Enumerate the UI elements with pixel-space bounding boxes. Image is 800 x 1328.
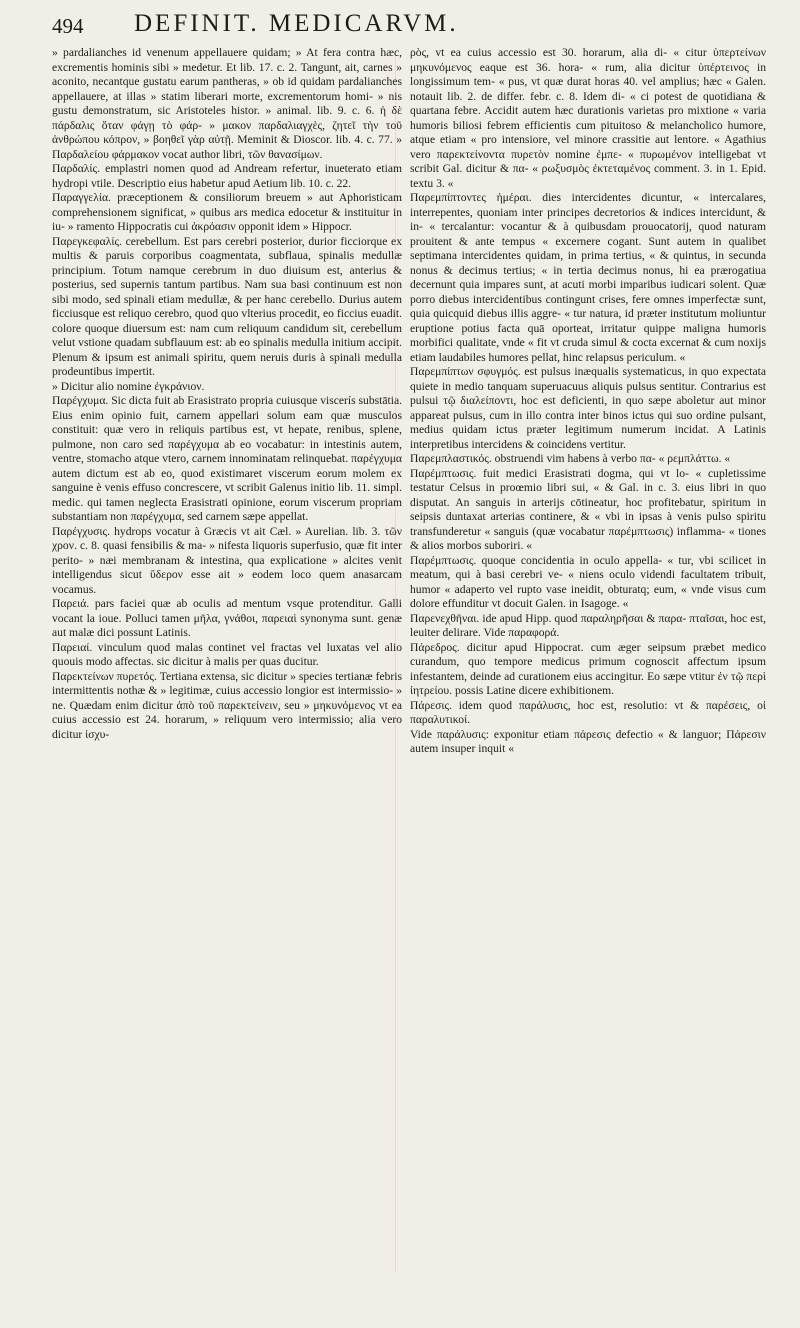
page-number: 494 xyxy=(52,14,84,38)
entry-paresis: Πάρεσις. idem quod παράλυσις, hoc est, resolutio: vt & παρέσεις, οἱ παραλυτικοί. xyxy=(410,698,766,726)
entry-parenchysis: Παρέγχυσις. hydrops vocatur à Græcis vt ait Cæl. » Aurelian. lib. 3. τῶν χρον. c. 8. quasi fensibilis & ma- » nifesta liquoris superfusio, quæ fit inter perito- » næi membranam & intestina, qua explicatione » alcites venit intelligendus sicut ὕδερον esse ait » eodem loco quem anasarcam vocamus. xyxy=(52,524,402,596)
entry-pardalis: Παρδαλίς. emplastri nomen quod ad Andream refertur, inueterato etiam hydropi vtile. Descriptio eius habetur apud Aetium lib. 10. c. 22. xyxy=(52,162,402,190)
entry-parenchyma: Παρέγχυμα. Sic dicta fuit ab Erasistrato propria cuiusque viscerís substātia. Eius enim opinio fuit, carnem appellari solum eam quæ musculos constituit: quæ vero in reliquis partibus est, vt hepate, renibus, splene, pulmone, non caro sed παρέγχυμα ab eo vocabatur: in intestinis autem, ventre, stomacho atque vtero, carnem innominatam relinquebat. παρέγχυμα autem dictum est ab eo, quod existimaret viscerum eorum molem ex sanguine è venis effuso concrescere, vt scribit Galenus initio lib. 11. simpl. medic. qui tamen neglecta Erasistrati opinione, eorum viscerum propriam substantiam non παρέγχυμα, sed carnem sæpe appellat. xyxy=(52,394,402,523)
entry-parempiptontes: Παρεμπίπτοντες ἡμέραι. dies intercidentes dicuntur, « intercalares, interrepentes, quoniam inter principes decretorios & indices intercidunt, & in- « tercalantur: vocantur & à quibusdam prouocatorij, quod naturam prouitent & ante tempus « excernere cogant. Sunt autem in qualibet septimana intercidentes quidam, in prima tertius, « & quintus, in secunda nonus & decimus tertius; « in tertia decimus nonus, hi ea prærogatiua decernunt quia impares sunt, at acuti morbi imparibus iudicari solent. Quæ porro diebus intercidentibus contingunt crises, fere omnes imperfectæ sunt, quia quicquid diebus illis aggre- « tur natura, id præter institutum moliuntur eruptione potius facta quā oporteat, irritatur quippe maligna humoris morbifici qualitate, vnde « fit vt cruda simul & cocta excernat & cum noxijs etiam laudabiles humores pellat, hinc relapsus periculum. « xyxy=(410,191,766,364)
right-column xyxy=(410,46,766,757)
entry-parenechthenai: Παρενεχθῆναι. ide apud Hipp. quod παραληρῆσαι & παρα- πταῖσαι, hoc est, leuiter delirare. Vide παραφορά. xyxy=(410,611,766,639)
entry-parempipton-sphygmos: Παρεμπίπτων σφυγμός. est pulsus inæqualis systematicus, in quo expectata quiete in medio tanquam superuacuus aliquis pulsus sentitur. Contrarius est pulsui τῷ διαλείποντι, hoc est deficienti, in quo sæpe aboletur aut minor appareat pulsus, cum in illo contra inter binos ictus qui suo ordine pulsant, medius quidam ictus præter legitimum numerum incidat. A Latinis interpretibus intercidens & coincidens vertitur. xyxy=(410,365,766,451)
entry-pareiai: Παρειαί. vinculum quod malas continet vel fractas vel luxatas vel alio quouis modo affectas. sic dicitur à malis per quas ducitur. xyxy=(52,640,402,668)
left-column xyxy=(52,46,402,742)
entry-pardalianches: » pardalianches id venenum appellauere quidam; » At fera contra hæc, excrementis hominis sibi » medetur. Et lib. 17. c. 2. Tangunt, ait, carnes » aconito, necantque gustatu earum pantheras, » ob id quidam pardalianches appellauere, at illas » statim liberari morte, excrementorum homi- » nis gustu demonstratum, sic Aristoteles histor. » animal. lib. 9. c. 6. ἡ δὲ πάρδαλις ὅταν φάγῃ τὸ φάρ- » μακον παρδαλιαγχὲς, ζητεῖ τὴν τοῦ ἀνθρώπου κόπρον, » βοηθεῖ γὰρ αὐτῇ. Meminit & Dioscor. lib. 4. c. 77. » Παρδαλείου φάρμακον vocat author libri, τῶν θανασίμων. xyxy=(52,46,402,161)
entry-parekteinon: Παρεκτείνων πυρετός. Tertiana extensa, sic dicitur » species tertianæ febris intermittentis nothæ & » legitimæ, cuius accessio longior est intermissio- » ne. Quædam enim dicitur ἀπὸ τοῦ παρεκτείνειν, seu » μηκυνόμενος vt ea cuius accessio est 24. horarum, » reliquum vero intermissio; alia vero dicitur ἰσχυ- xyxy=(52,669,402,741)
entry-paredros: Πάρεδρος. dicitur apud Hippocrat. cum æger seipsum præbet medico curandum, quo tempore medicus primum cognoscit affectum ipsum infestantem, deinde ad curationem eius accingitur. Eo sæpe vtitur ἐν τῷ περὶ ἰητρείου. possis Latine dicere exhibitionem. xyxy=(410,640,766,697)
running-head: DEFINIT. MEDICARVM. xyxy=(134,10,459,37)
entry-paremplastikos: Παρεμπλαστικός. obstruendi vim habens à verbo πα- « ρεμπλάττω. « xyxy=(410,452,731,465)
entry-parangelia: Παραγγελία. præceptionem & consiliorum breuem » aut Aphoristicam comprehensionem significat, » quibus ars medica edocetur & instituitur in iu- » ramento Hippocratis cui ἀκρόασιν opponit idem » Hippocr. xyxy=(52,191,402,233)
entry-paremptosis: Παρέμπτωσις. fuit medici Erasistrati dogma, qui vt lo- « cupletissime testatur Celsus in proœmio libri sui, « & Gal. in c. 3. eius libri in quo disputat. An sanguis in arterijs cōtineatur, hoc profitebatur, spiritum in seipsis duntaxat arterias continere, & « vbi in ipsas à venis pulso spiritu transfunderetur « sanguis (quæ vocabatur παρέμπτωσις) inflamma- « tiones & alios morbos suboriri. « xyxy=(410,466,766,552)
entry-parenkephalis-note: » Dicitur alio nomine ἐγκράνιον. xyxy=(52,379,205,393)
entry-pareia: Παρειά. pars faciei quæ ab oculis ad mentum vsque protenditur. Galli vocant la ioue. Polluci tamen μῆλα, γνάθοι, παρειαὶ synonyma sunt. genæ aut malæ dici possunt Latinis. xyxy=(52,597,402,639)
entry-paremptosis-oculo: Παρέμπτωσις. quoque concidentia in oculo appella- « tur, vbi scilicet in meatum, qui à basi cerebri ve- « niens oculo videndi facultatem tribuit, humor « adaperto vel rupto vase ineidit, obturatq; eum, « vnde visus cum dolore effunditur vt docuit Galen. in Isagoge. « xyxy=(410,553,766,610)
entry-continuation: ρὸς, vt ea cuius accessio est 30. horarum, alia di- « citur ὑπερτείνων μηκυνόμενος eaque est 36. hora- « rum, alia dicitur ὑπέρτεινος in longissimum tem- « pus, vt quæ durat horas 40. vel amplius; hæc « Galen. notauit lib. 2. de differ. febr. c. 8. Idem di- « ci potest de quotidiana & quartana febre. Accidit autem hæc durationis varietas pro mixtione « varia humoris biliosi febrem efficientis cum pituitoso & melancholico humore, atque etiam « pro intensiore, vel minore crassitie aut lentore. « Agathius vero παρεκτείνοντα πυρετὸν nomine ἐμπε- « πυρωμένον intelligebat vt scribit Gal. dicitur & πα- « ρωξυσμὸς ἐκτεταμένος comment. 3. in 1. Epid. textu 3. « xyxy=(410,46,766,190)
entry-paresis-note: Vide παράλυσις: exponitur etiam πάρεσις defectio « & languor; Πάρεσιν autem insuper inquit « xyxy=(410,727,766,755)
page-header xyxy=(52,8,780,42)
entry-parenkephalis: Παρεγκεφαλίς. cerebellum. Est pars cerebri posterior, durior ficciorque ex multis & paruis corporibus coagmentata, subflaua, spinalis medullæ principium. Totum namque cerebrum in duo diuisum est, anterius & posterius, sed supernis tantum partibus. Nam sua basi continuum est non sibi modo, sed spinali etiam medullæ, & per hanc cerebello. Durius autem ficciusque est reliquo cerebro, quod quo vlterius procedit, eo ficcius euadit. colore quoque diuersum est: nam cum reliquum candidum sit, cerebellum velut vstione quadam subflauum est: ab eo spinalis medulla initium accipit. Plenum & ipsum est animali spiritu, quem neruis duris à spinali medulla prodeuntibus impertit. xyxy=(52,234,402,378)
